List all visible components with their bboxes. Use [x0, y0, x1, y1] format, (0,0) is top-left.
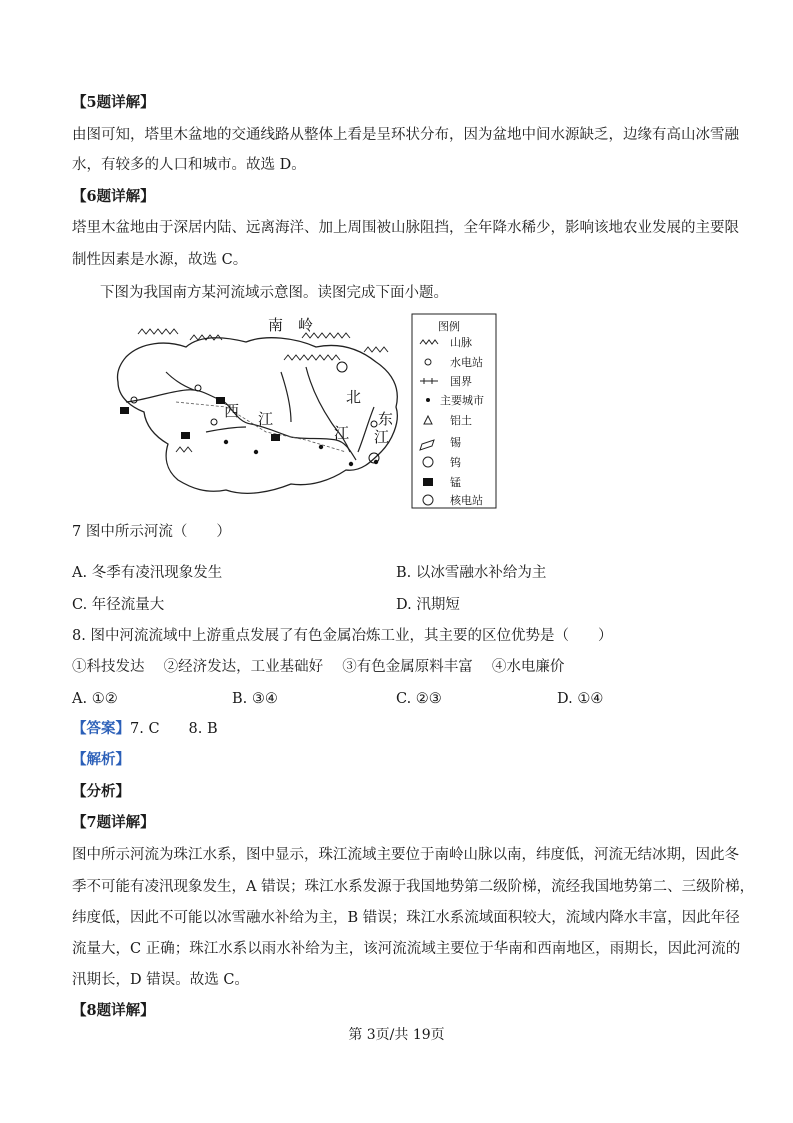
heading-q8-detail: 【8题详解】	[72, 1002, 155, 1019]
q7-option-c: C. 年径流量大	[72, 597, 165, 613]
q5-explanation-line2: 水，有较多的人口和城市。故选 D。	[72, 157, 306, 173]
q7-explanation-line2: 季不可能有凌汛现象发生，A 错误；珠江水系发源于我国地势第二级阶梯，流经我国地势第二、三级阶梯，	[72, 879, 755, 895]
legend-item-city: 主要城市	[440, 394, 484, 407]
legend-item-mountain: 山脉	[450, 336, 472, 349]
q8-statements: ①科技发达 ②经济发达，工业基础好 ③有色金属原料丰富 ④水电廉价	[72, 659, 565, 675]
answer-text: 7. C 8. B	[130, 721, 218, 737]
q7-explanation-line3: 纬度低，因此不可能以冰雪融水补给为主，B 错误；珠江水系流域面积较大，流域内降水丰富，因此年径	[72, 910, 740, 926]
hydro-station-markers	[131, 385, 377, 427]
label-nanling: 南 岭	[268, 316, 314, 334]
label-bei: 北	[346, 388, 362, 406]
answer-row	[72, 719, 218, 739]
legend-item-border: 国界	[450, 375, 472, 388]
q7-explanation-line4: 流量大，C 正确；珠江水系以雨水补给为主，该河流流域主要位于华南和西南地区，雨期长，因此河流的	[72, 941, 741, 957]
heading-q6-detail: 【6题详解】	[72, 188, 155, 205]
label-jiang-west: 江	[258, 410, 274, 428]
map-intro-text: 下图为我国南方某河流域示意图。读图完成下面小题。	[100, 285, 448, 301]
q7-option-d: D. 汛期短	[396, 597, 460, 613]
fenxi-label: 【分析】	[72, 783, 130, 800]
analysis-label: 【解析】	[72, 751, 130, 768]
label-dong: 东	[378, 410, 394, 428]
q5-explanation-line1: 由图可知，塔里木盆地的交通线路从整体上看是呈环状分布，因为盆地中间水源缺乏，边缘有高山冰雪融	[72, 127, 739, 143]
q8-option-b: B. ③④	[232, 691, 278, 707]
q8-option-d: D. ①④	[557, 691, 604, 707]
label-jiang-north: 江	[334, 424, 350, 442]
city-dots	[224, 440, 378, 466]
answer-label: 【答案】	[72, 720, 130, 737]
river-basin-map	[106, 312, 506, 512]
label-xi: 西	[224, 402, 240, 420]
q7-explanation-line1: 图中所示河流为珠江水系，图中显示，珠江流域主要位于南岭山脉以南，纬度低，河流无结冰期，因此冬	[72, 847, 739, 863]
heading-q7-detail: 【7题详解】	[72, 814, 155, 831]
q8-option-c: C. ②③	[396, 691, 442, 707]
legend-item-tungsten: 钨	[450, 456, 461, 469]
manganese-markers	[120, 397, 280, 441]
q7-option-a: A. 冬季有凌汛现象发生	[72, 565, 223, 581]
rivers	[126, 367, 374, 460]
legend-title: 图例	[438, 320, 460, 333]
legend-item-nuclear: 核电站	[450, 494, 483, 507]
heading-q5-detail: 【5题详解】	[72, 94, 155, 111]
page-footer: 第 3页/共 19页	[348, 1027, 445, 1043]
legend-item-bauxite: 铝土	[450, 414, 472, 427]
q7-explanation-line5: 汛期长，D 错误。故选 C。	[72, 972, 249, 988]
q7-stem: 7 图中所示河流（ ）	[72, 524, 231, 540]
q8-option-a: A. ①②	[72, 691, 118, 707]
legend-item-manganese: 锰	[450, 476, 461, 489]
river-basin-map-svg	[106, 312, 506, 512]
q6-explanation-line1: 塔里木盆地由于深居内陆、远离海洋、加上周围被山脉阻挡，全年降水稀少，影响该地农业发展的主要限	[72, 220, 739, 236]
q6-explanation-line2: 制性因素是水源，故选 C。	[72, 252, 248, 268]
tungsten-marker	[337, 362, 347, 372]
q8-stem: 8. 图中河流流域中上游重点发展了有色金属冶炼工业，其主要的区位优势是（ ）	[72, 628, 613, 644]
label-jiang-east: 江	[374, 428, 390, 446]
legend-item-hydro: 水电站	[450, 356, 483, 369]
q7-option-b: B. 以冰雪融水补给为主	[396, 565, 547, 581]
legend-item-tin: 锡	[450, 436, 461, 449]
